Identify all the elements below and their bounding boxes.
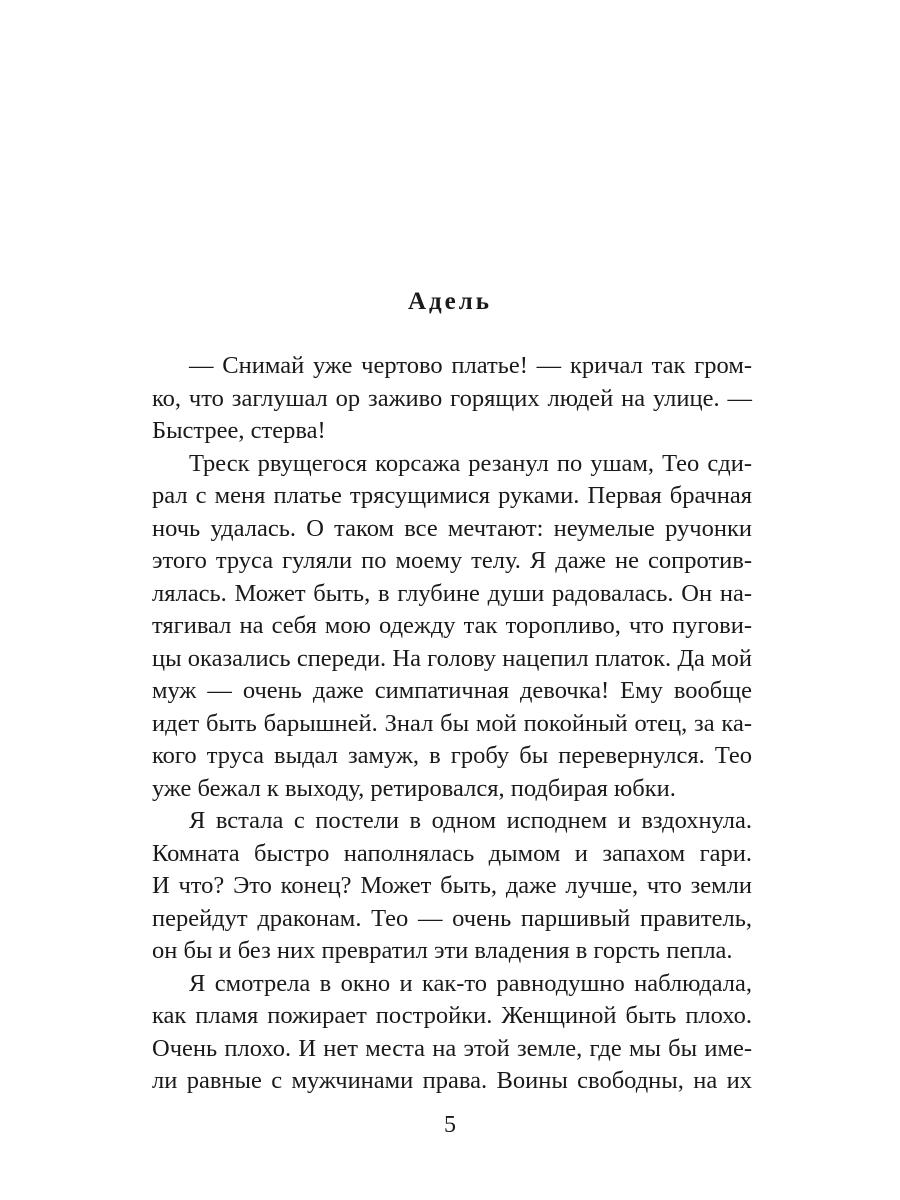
paragraph: [152, 805, 752, 968]
text-line: муж — очень даже симпатичная девочка! Ему вообще: [152, 677, 752, 704]
text-line: идет быть барышней. Знал бы мой покойный отец, за ка-: [152, 709, 752, 737]
text-line: он бы и без них превратил эти владения в горсть пепла.: [152, 937, 733, 964]
text-line: Я встала с постели в одном исподнем и вздохнула.: [189, 807, 752, 834]
text-line: ко, что заглушал ор заживо горящих людей на улице. —: [152, 384, 752, 412]
text-line: лялась. Может быть, в глубине души радовалась. Он на-: [152, 579, 752, 607]
text-line: Быстрее, стерва!: [152, 417, 326, 444]
paragraph: [152, 350, 752, 448]
text-line: Я смотрела в окно и как-то равнодушно наблюдала,: [189, 969, 752, 997]
text-line: Очень плохо. И нет места на этой земле, где мы бы име-: [152, 1034, 752, 1062]
text-line: кого труса выдал замуж, в гробу бы перевернулся. Тео: [152, 742, 752, 769]
paragraph: [152, 448, 752, 806]
text-line: Треск рвущегося корсажа резанул по ушам, Тео сди-: [189, 449, 752, 477]
text-line: рал с меня платье трясущимися руками. Первая брачная: [152, 482, 752, 509]
text-line: ли равные с мужчинами права. Воины свободны, на их: [152, 1067, 752, 1094]
page-number: 5: [444, 1112, 456, 1138]
body-text: [152, 350, 752, 1098]
text-line: ночь удалась. О таком все мечтают: неумелые ручонки: [152, 514, 752, 542]
text-line: — Снимай уже чертово платье! — кричал так гром-: [189, 352, 752, 379]
text-line: уже бежал к выходу, ретировался, подбирая юбки.: [152, 774, 676, 802]
text-line: перейдут драконам. Тео — очень паршивый правитель,: [152, 904, 752, 932]
text-line: как пламя пожирает постройки. Женщиной быть плохо.: [152, 1002, 752, 1029]
text-line: этого труса гуляли по моему телу. Я даже не сопротив-: [152, 547, 752, 574]
text-line: И что? Это конец? Может быть, даже лучше, что земли: [152, 872, 752, 899]
text-line: цы оказались спереди. На голову нацепил платок. Да мой: [152, 644, 752, 672]
text-line: тягивал на себя мою одежду так торопливо, что пугови-: [152, 612, 752, 639]
text-line: Комната быстро наполнялась дымом и запахом гари.: [152, 839, 752, 867]
paragraph: [152, 968, 752, 1098]
chapter-title: Адель: [407, 288, 493, 315]
